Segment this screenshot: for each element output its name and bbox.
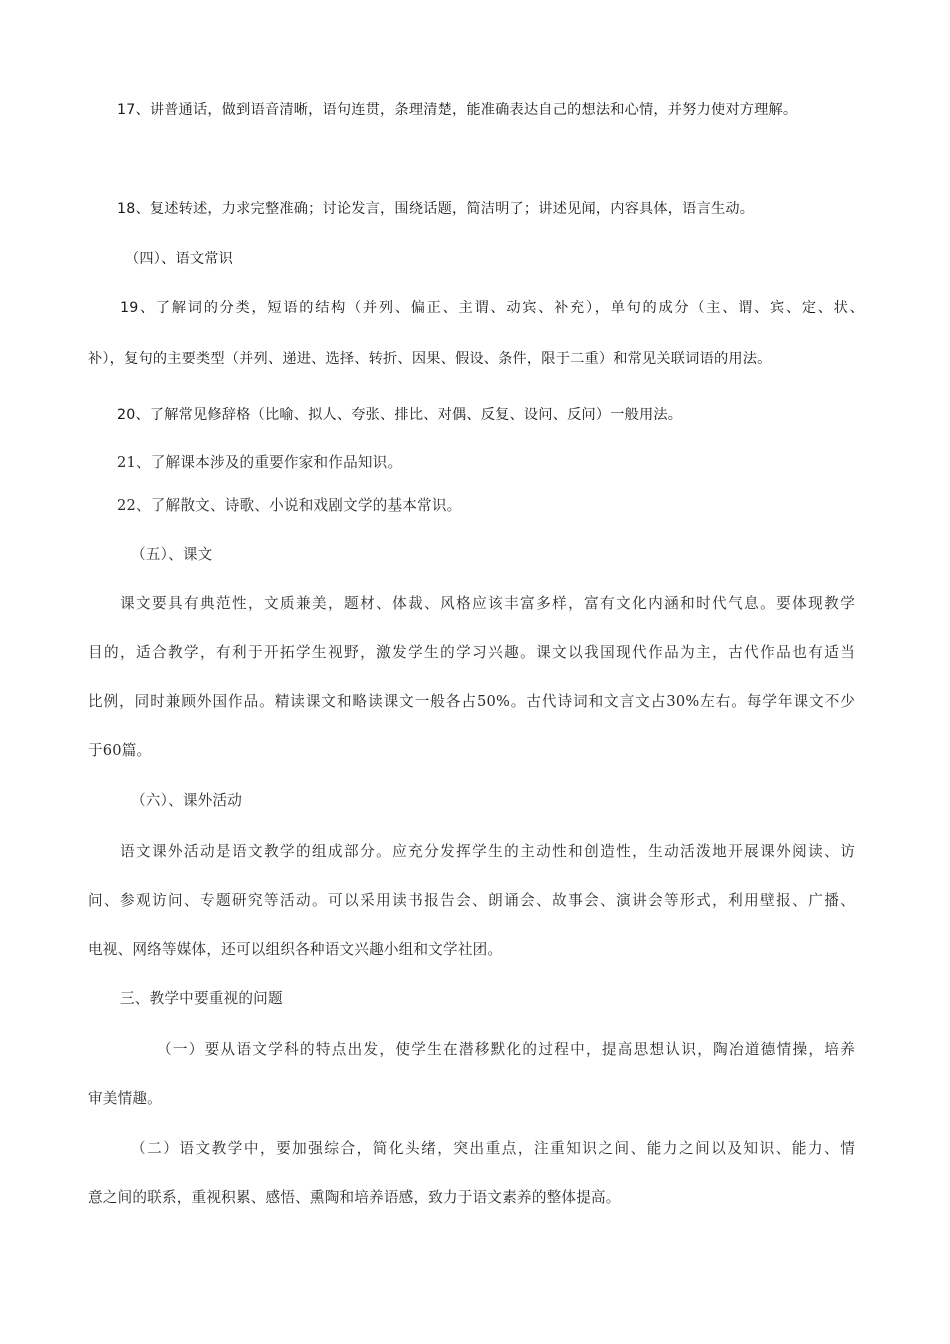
issue-two-line-1: （二）语文教学中，要加强综合，简化头绪，突出重点，注重知识之间、能力之间以及知识、能力、情 (131, 1140, 855, 1157)
item-19-line-2: 补），复句的主要类型（并列、递进、选择、转折、因果、假设、条件，限于二重）和常见关联词语的用法。 (88, 351, 772, 367)
section-heading-5: （五）、课文 (131, 546, 213, 563)
issue-two-line-2: 意之间的联系，重视积累、感悟、熏陶和培养语感，致力于语文素养的整体提高。 (88, 1189, 621, 1206)
issue-one-line-1: （一）要从语文学科的特点出发，使学生在潜移默化的过程中，提高思想认识，陶冶道德情操，培养 (157, 1041, 855, 1058)
section-heading-6: （六）、课外活动 (131, 792, 243, 809)
textbook-paragraph-line-1: 课文要具有典范性，文质兼美，题材、体裁、风格应该丰富多样，富有文化内涵和时代气息。要体现教学 (120, 595, 855, 612)
issue-one-line-2: 审美情趣。 (88, 1090, 162, 1107)
activities-paragraph-line-1: 语文课外活动是语文教学的组成部分。应充分发挥学生的主动性和创造性，生动活泼地开展课外阅读、访 (120, 843, 855, 860)
item-21: 21、了解课本涉及的重要作家和作品知识。 (117, 454, 403, 471)
item-18: 18、复述转述，力求完整准确；讨论发言，围绕话题，简洁明了；讲述见闻，内容具体，语言生动。 (117, 201, 755, 217)
item-17: 17、讲普通话，做到语音清晰，语句连贯，条理清楚，能准确表达自己的想法和心情，并努力使对方理解。 (117, 102, 798, 118)
part-three-heading: 三、教学中要重视的问题 (120, 990, 283, 1007)
item-20: 20、了解常见修辞格（比喻、拟人、夸张、排比、对偶、反复、设问、反问）一般用法。 (117, 407, 683, 423)
section-heading-4: （四）、语文常识 (125, 251, 234, 267)
activities-paragraph-line-2: 问、参观访问、专题研究等活动。可以采用读书报告会、朗诵会、故事会、演讲会等形式，利用壁报、广播、 (88, 892, 855, 909)
activities-paragraph-line-3: 电视、网络等媒体，还可以组织各种语文兴趣小组和文学社团。 (88, 941, 503, 958)
item-19-line-1: 19、了解词的分类，短语的结构（并列、偏正、主谓、动宾、补充），单句的成分（主、谓、宾、定、状、 (120, 300, 864, 316)
textbook-paragraph-line-2: 目的，适合教学，有利于开拓学生视野，激发学生的学习兴趣。课文以我国现代作品为主，古代作品也有适当 (88, 644, 855, 661)
textbook-paragraph-line-4: 于60篇。 (88, 742, 152, 759)
textbook-paragraph-line-3: 比例，同时兼顾外国作品。精读课文和略读课文一般各占50%。古代诗词和文言文占30%左右。每学年课文不少 (88, 693, 855, 710)
item-22: 22、了解散文、诗歌、小说和戏剧文学的基本常识。 (117, 497, 462, 514)
